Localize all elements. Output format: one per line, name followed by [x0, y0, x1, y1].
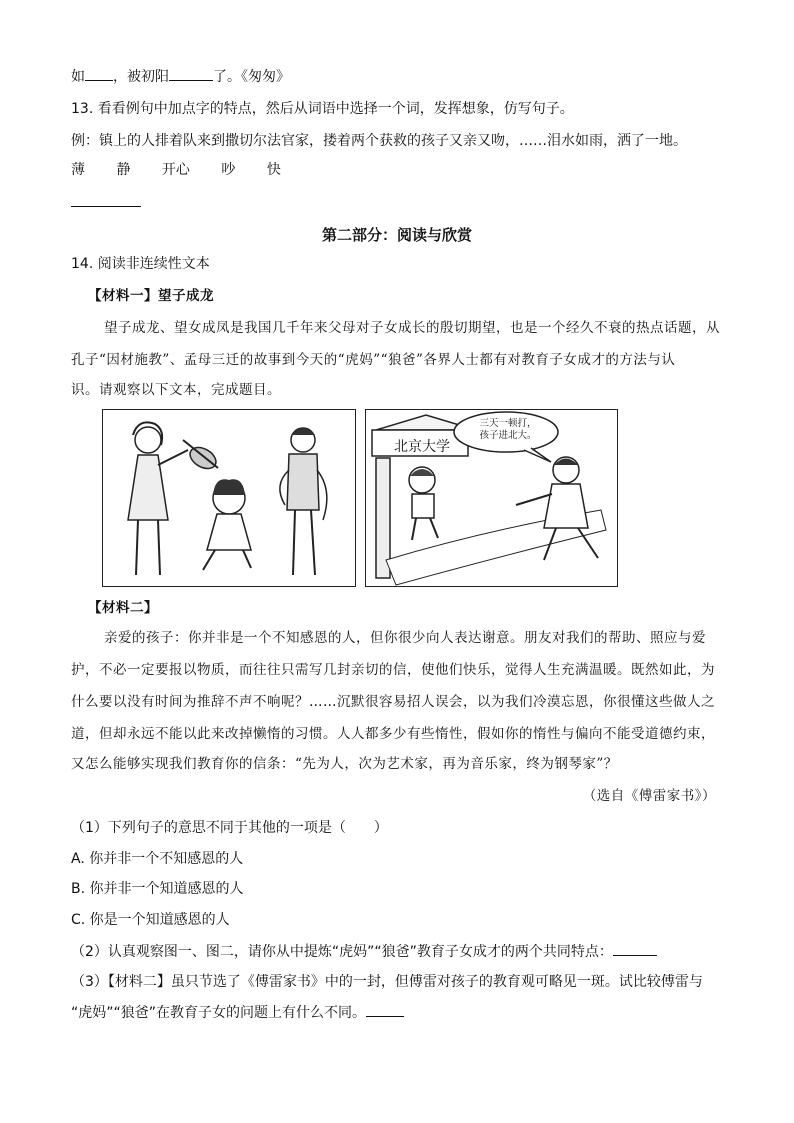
option-b[interactable]: B. 你并非一个知道感恩的人	[71, 881, 244, 897]
cartoon-figure-2	[365, 409, 618, 587]
sub-question-3: （3）【材料二】虽只节选了《傅雷家书》中的一封，但傅雷对孩子的教育观可略见一斑。试比较傅雷与	[71, 974, 703, 990]
material2-heading: 【材料二】	[88, 600, 158, 616]
answer-blank[interactable]	[169, 66, 213, 81]
q14-title: 14. 阅读非连续性文本	[71, 256, 210, 272]
word-option: 薄	[71, 162, 85, 178]
cartoon-figure-1	[102, 409, 356, 587]
section-title: 第二部分：阅读与欣赏	[321, 226, 472, 244]
word-option: 静	[116, 162, 131, 178]
word-option: 开心	[161, 162, 190, 178]
answer-blank[interactable]	[613, 941, 657, 956]
material2-text: 又怎么能够实现我们教育你的信条：“先为人，次为艺术家，再为音乐家，终为钢琴家”？	[71, 756, 618, 772]
q13-word-list	[71, 160, 308, 180]
material1-text: 孔子“因材施教”、孟母三迁的故事到今天的“虎妈”“狼爸”各界人士都有对教育子女成才的方法与认	[71, 352, 676, 368]
speech-bubble-text: 三天一顿打， 孩子进北大。	[479, 418, 537, 441]
q12-fill-line: 如 ，被初阳 了。《匆匆》	[71, 66, 290, 87]
source-citation: （选自《傅雷家书》）	[582, 788, 716, 804]
material1-text: 识。请观察以下文本，完成题目。	[71, 382, 281, 398]
sub-question-3-cont: “虎妈”“狼爸”在教育子女的问题上有什么不同。	[71, 1002, 404, 1023]
sub-question-1: （1）下列句子的意思不同于其他的一项是（ ）	[71, 820, 388, 836]
tiger-mom-wolf-dad-illustration	[103, 410, 355, 586]
sub-question-2: （2）认真观察图一、图二，请你从中提炼“虎妈”“狼爸”教育子女成才的两个共同特点：	[71, 941, 657, 962]
answer-blank[interactable]	[85, 66, 113, 81]
material2-text: 道，但却永远不能以此来改掉懒惰的习惯。人人都多少有些惰性，假如你的惰性与偏向不能受道德约束，	[71, 726, 715, 742]
option-a[interactable]: A. 你并非一个不知感恩的人	[71, 851, 244, 867]
word-option: 吵	[221, 162, 236, 178]
material2-text: 什么要以没有时间为推辞不声不响呢？……沉默很容易招人误会，以为我们冷漠忘恩，你很懂这些做人之	[71, 694, 715, 710]
option-c[interactable]: C. 你是一个知道感恩的人	[71, 912, 230, 928]
material1-text: 望子成龙、望女成凤是我国几千年来父母对子女成长的殷切期望，也是一个经久不衰的热点话题，从	[104, 320, 720, 336]
q13-example: 例：镇上的人排着队来到撒切尔法官家，搂着两个获救的孩子又亲又吻，……泪水如雨，洒了一地。	[71, 133, 687, 149]
word-option: 快	[266, 162, 281, 178]
material2-text: 亲爱的孩子：你并非是一个不知感恩的人，但你很少向人表达谢意。朋友对我们的帮助、照应与爱	[104, 630, 706, 646]
gate-sign-text: 北京大学	[394, 439, 450, 455]
answer-blank[interactable]	[366, 1002, 404, 1017]
q13-question: 13. 看看例句中加点字的特点，然后从词语中选择一个词，发挥想象，仿写句子。	[71, 101, 574, 117]
material2-text: 护，不必一定要报以物质，而往往只需写几封亲切的信，使他们快乐，觉得人生充满温暖。既然如此，为	[71, 662, 715, 678]
material1-heading: 【材料一】望子成龙	[88, 288, 214, 304]
answer-line[interactable]	[71, 206, 141, 207]
